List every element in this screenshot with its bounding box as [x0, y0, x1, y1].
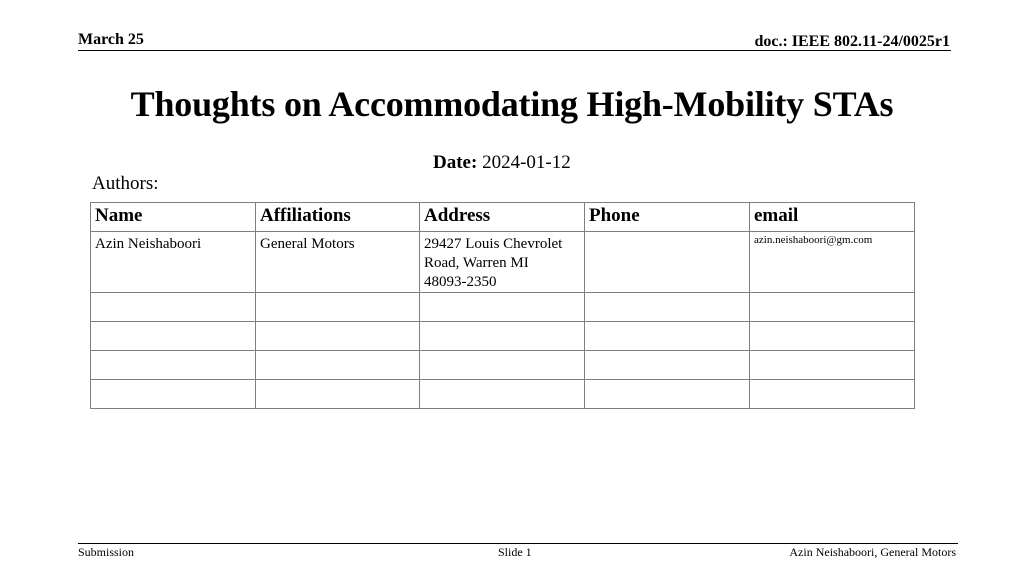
- empty-cell: [420, 293, 585, 322]
- author-address-cell: [420, 232, 585, 293]
- column-header-email: email: [750, 203, 915, 232]
- empty-cell: [585, 380, 750, 409]
- empty-cell: [256, 322, 420, 351]
- empty-cell: [420, 351, 585, 380]
- column-header-phone: Phone: [585, 203, 750, 232]
- empty-cell: [585, 293, 750, 322]
- column-header-name: Name: [91, 203, 256, 232]
- empty-cell: [256, 351, 420, 380]
- table-row: [91, 293, 915, 322]
- empty-cell: [91, 380, 256, 409]
- authors-table: [90, 202, 915, 409]
- address-line: Road, Warren MI: [424, 255, 529, 271]
- empty-cell: [91, 351, 256, 380]
- footer-submission: Submission: [78, 545, 135, 559]
- empty-cell: [256, 293, 420, 322]
- date-line: [433, 152, 571, 174]
- author-email-cell: azin.neishaboori@gm.com: [750, 232, 915, 293]
- empty-cell: [750, 322, 915, 351]
- header-divider: [78, 50, 951, 51]
- empty-cell: [420, 380, 585, 409]
- empty-cell: [750, 293, 915, 322]
- author-name-cell: Azin Neishaboori: [91, 232, 256, 293]
- table-row: [91, 322, 915, 351]
- empty-cell: [256, 380, 420, 409]
- date-value: 2024-01-12: [482, 152, 571, 173]
- footer-divider: [78, 543, 958, 544]
- table-row: [91, 232, 915, 293]
- column-header-affiliations: Affiliations: [256, 203, 420, 232]
- date-label: Date:: [433, 152, 478, 173]
- address-line: 29427 Louis Chevrolet: [424, 236, 563, 252]
- empty-cell: [91, 322, 256, 351]
- column-header-address: Address: [420, 203, 585, 232]
- author-affiliation-cell: General Motors: [256, 232, 420, 293]
- empty-cell: [585, 351, 750, 380]
- table-header-row: [91, 203, 915, 232]
- authors-label: Authors:: [92, 173, 159, 194]
- table-row: [91, 380, 915, 409]
- empty-cell: [750, 380, 915, 409]
- empty-cell: [585, 322, 750, 351]
- empty-cell: [420, 322, 585, 351]
- empty-cell: [91, 293, 256, 322]
- footer-slide-number: Slide 1: [498, 545, 532, 559]
- footer-author: Azin Neishaboori, General Motors: [789, 545, 956, 559]
- header-doc-id: doc.: IEEE 802.11-24/0025r1: [754, 33, 950, 50]
- slide-title: Thoughts on Accommodating High-Mobility STAs: [130, 84, 894, 124]
- table-row: [91, 351, 915, 380]
- empty-cell: [750, 351, 915, 380]
- address-line: 48093-2350: [424, 274, 497, 290]
- header-date: March 25: [78, 31, 144, 48]
- author-phone-cell: [585, 232, 750, 293]
